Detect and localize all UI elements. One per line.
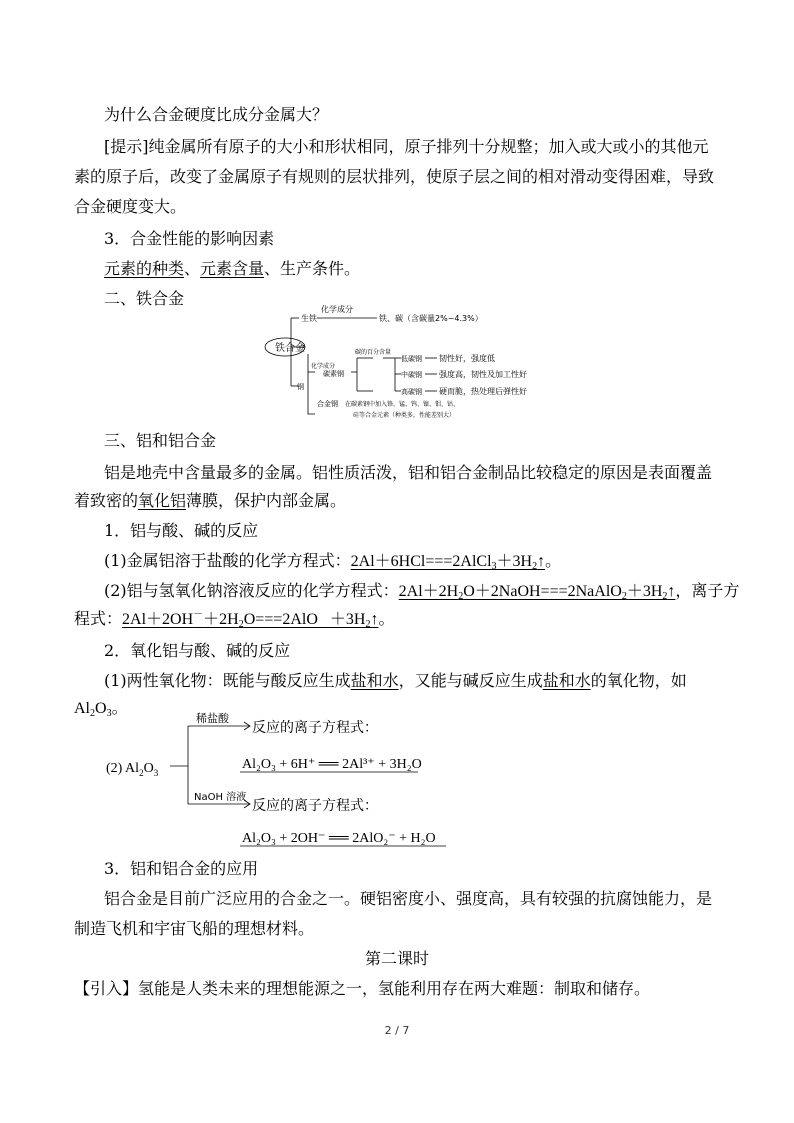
iron-alloy-root: 铁合金 — [275, 343, 305, 354]
hint-line-1: [提示]纯金属所有原子的大小和形状相同，原子排列十分规整；加入或大或小的其他元 — [104, 137, 709, 156]
answer-salt-water-2: 盐和水 — [542, 671, 591, 690]
svg-text:碳素钢: 碳素钢 — [323, 370, 344, 378]
page-number: 2 / 7 — [384, 1024, 410, 1037]
aluminum-para-1: 铝是地壳中含量最多的金属。铝性质活泼，铝和铝合金制品比较稳定的原因是表面覆盖 — [104, 463, 713, 482]
svg-text:碳的百分含量: 碳的百分含量 — [355, 349, 392, 356]
answer-al-naoh-eq: $2Al+2H_2O+2NaOH===2NaAlO_2+3H_2↑$ — [398, 583, 676, 602]
hint-line-3: 合金硬度变大。 — [74, 197, 187, 216]
svg-text:钢: 钢 — [297, 383, 304, 391]
application-line-1: 铝合金是目前广泛应用的合金之一。硬铝密度小、强度高，具有较强的抗腐蚀能力，是 — [104, 889, 713, 908]
svg-text:低碳钢: 低碳钢 — [401, 355, 422, 363]
acid-equation: Al₂O₃ + 6H⁺ ══ 2Al³⁺ + 3H₂O — [242, 757, 422, 772]
answer-element-content: 元素含量 — [200, 259, 265, 278]
answer-alumina: 氧化铝 — [138, 491, 187, 510]
svg-text:铁、碳（含碳量2%~4.3%）: 铁、碳（含碳量2%~4.3%） — [379, 314, 483, 323]
answer-element-type: 元素的种类 — [104, 259, 185, 278]
svg-text:生铁: 生铁 — [301, 314, 317, 323]
acid-title: 反应的离子方程式： — [252, 720, 378, 736]
application-line-2: 制造飞机和宇宙飞船的理想材料。 — [74, 919, 315, 938]
base-equation: Al₂O₃ + 2OH⁻ ══ 2AlO₂⁻ + H₂O — [242, 831, 436, 846]
svg-text:硬而脆，热处理后弹性好: 硬而脆，热处理后弹性好 — [439, 387, 527, 396]
al-naoh-ionic-line: 程式：$2Al+2OH^-+2H_2O===2AlO$ $+3H_2↑$。 — [74, 609, 395, 630]
section-heading-2: 2．氧化铝与酸、碱的反应 — [104, 641, 291, 660]
iron-alloy-heading: 二、铁合金 — [104, 289, 185, 308]
svg-text:强度高，韧性及加工性好: 强度高，韧性及加工性好 — [439, 370, 527, 379]
svg-text:化学成分: 化学成分 — [311, 363, 336, 370]
aluminum-heading: 三、铝和铝合金 — [104, 431, 217, 450]
section-heading-3b: 3．铝和铝合金的应用 — [104, 859, 259, 878]
svg-text:在碳素钢中加入铬、锰、钨、镍、钼、钴、: 在碳素钢中加入铬、锰、钨、镍、钼、钴、 — [345, 401, 460, 408]
al-naoh-line: (2)铝与氢氧化钠溶液反应的化学方程式：$2Al+2H_2O+2NaOH===2NaAlO_2+3H_2↑$，离子方 — [104, 581, 740, 602]
al-hcl-line: (1)金属铝溶于盐酸的化学方程式：$2Al+6HCl===2AlCl_3+3H_2↑$。 — [104, 551, 562, 572]
question-line: 为什么合金硬度比成分金属大？ — [104, 105, 329, 124]
base-label: NaOH 溶液 — [194, 792, 247, 803]
aluminum-para-2: 着致密的氧化铝薄膜，保护内部金属。 — [74, 491, 347, 510]
alumina-reaction-diagram — [100, 712, 460, 852]
amphoteric-example: $Al_2O_3$。 — [74, 700, 128, 719]
svg-text:韧性好，强度低: 韧性好，强度低 — [439, 354, 495, 363]
section-heading-3: 3．合金性能的影响因素 — [104, 229, 275, 248]
svg-text:高碳钢: 高碳钢 — [401, 388, 422, 396]
hint-line-2: 素的原子后，改变了金属原子有规则的层状排列，使原子层之间的相对滑动变得困难，导致 — [74, 167, 715, 186]
svg-text:硅等合金元素（种类多，性能差别大）: 硅等合金元素（种类多，性能差别大） — [353, 412, 456, 419]
amphoteric-line: (1)两性氧化物：既能与酸反应生成盐和水，又能与碱反应生成盐和水的氧化物，如 — [104, 671, 687, 690]
svg-text:化学成分: 化学成分 — [321, 305, 353, 314]
section-heading-1: 1．铝与酸、碱的反应 — [104, 521, 259, 540]
svg-text:合金钢: 合金钢 — [317, 400, 338, 408]
answer-al-naoh-ionic: $2Al+2OH^-+2H_2O===2AlO$ $+3H_2↑$ — [122, 609, 379, 630]
alumina-label: (2) $Al_2O_3$ — [106, 761, 159, 778]
lesson-title: 第二课时 — [364, 949, 429, 968]
intro-tag: 【引入】 — [74, 979, 139, 998]
answer-al-hcl-eq: $2Al+6HCl===2AlCl_3+3H_2↑$ — [350, 553, 546, 572]
iron-alloy-diagram — [255, 296, 555, 422]
svg-text:中碳钢: 中碳钢 — [401, 371, 422, 379]
acid-label: 稀盐酸 — [196, 712, 229, 725]
factors-line: 元素的种类、元素含量、生产条件。 — [104, 259, 361, 278]
intro-line: 【引入】氢能是人类未来的理想能源之一，氢能利用存在两大难题：制取和储存。 — [74, 979, 651, 998]
base-title: 反应的离子方程式： — [252, 798, 378, 814]
answer-salt-water-1: 盐和水 — [350, 671, 399, 690]
